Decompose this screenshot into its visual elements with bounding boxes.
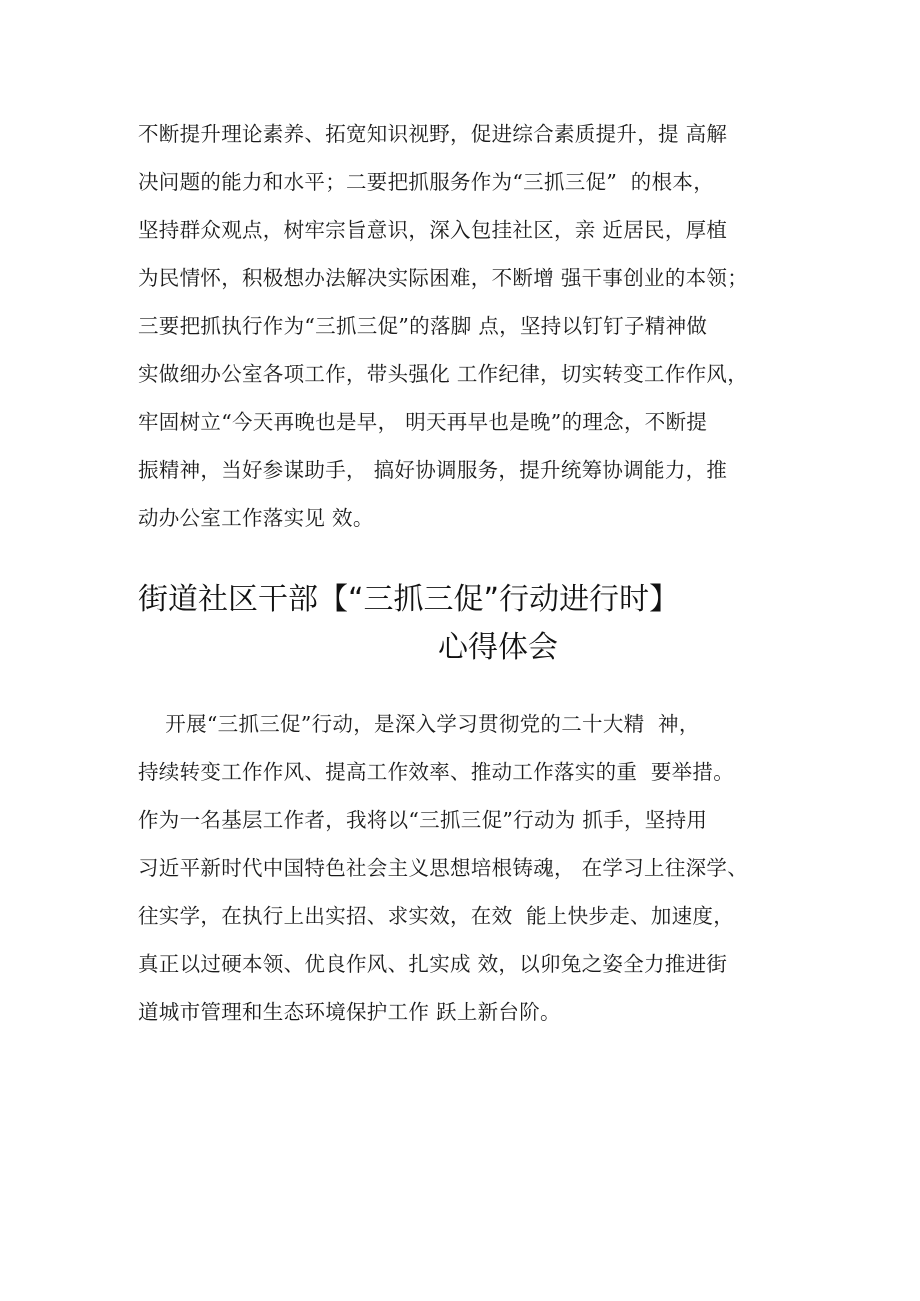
paragraph-line: 不断提升理论素养、拓宽知识视野，促进综合素质提升，提 高解: [138, 122, 728, 146]
paragraph-line: 道城市管理和生态环境保护工作 跃上新台阶。: [138, 1000, 561, 1024]
paragraph-line: 牢固树立“今天再晚也是早， 明天再早也是晚”的理念，不断提: [138, 410, 708, 434]
paragraph-line: 决问题的能力和水平；二要把抓服务作为“三抓三促” 的根本，: [138, 170, 714, 194]
section-title: [138, 576, 818, 672]
title-line-1: 街道社区干部【“三抓三促”行动进行时】: [138, 582, 680, 617]
paragraph-line: 习近平新时代中国特色社会主义思想培根铸魂， 在学习上往深学、: [138, 856, 749, 880]
paragraph-line: 开展“三抓三促”行动，是深入学习贯彻党的二十大精 神，: [138, 712, 700, 736]
paragraph-line: 坚持群众观点，树牢宗旨意识，深入包挂社区，亲 近居民，厚植: [138, 218, 728, 242]
paragraph-line: 三要把抓执行作为“三抓三促”的落脚 点，坚持以钉钉子精神做: [138, 314, 708, 338]
paragraph-line: 实做细办公室各项工作，带头强化 工作纪律，切实转变工作作风，: [138, 362, 749, 386]
paragraph-line: 往实学，在执行上出实招、求实效，在效 能上快步走、加速度，: [138, 904, 735, 928]
title-line-2: 心得体会: [438, 630, 558, 665]
paragraph-line: 为民情怀，积极想办法解决实际困难，不断增 强干事创业的本领；: [138, 266, 749, 290]
paragraph-line: 持续转变工作作风、提高工作效率、推动工作落实的重 要举措。: [138, 760, 735, 784]
paragraph-line: 作为一名基层工作者，我将以“三抓三促”行动为 抓手，坚持用: [138, 808, 708, 832]
paragraph-2: [138, 700, 818, 1036]
paragraph-1: [138, 110, 818, 542]
paragraph-line: 振精神，当好参谋助手， 搞好协调服务，提升统筹协调能力，推: [138, 458, 728, 482]
paragraph-line: 真正以过硬本领、优良作风、扎实成 效，以卯兔之姿全力推进街: [138, 952, 728, 976]
paragraph-line: 动办公室工作落实见 效。: [138, 506, 374, 530]
